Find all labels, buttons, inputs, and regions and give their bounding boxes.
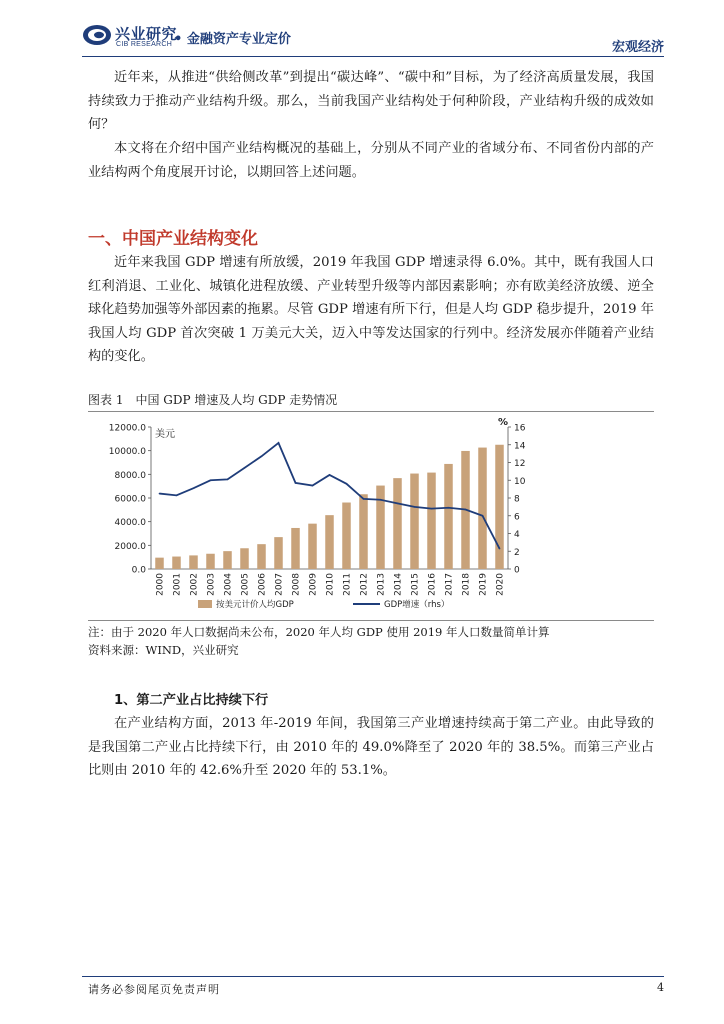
- x-tick-label: 2002: [189, 573, 200, 596]
- gdp-chart: [88, 414, 654, 619]
- x-tick-label: 2005: [240, 573, 251, 596]
- right-tick-label: 6: [514, 512, 520, 523]
- legend-line-label: GDP增速（rhs）: [384, 600, 450, 610]
- x-tick-label: 2010: [325, 573, 336, 596]
- bar: [223, 551, 232, 569]
- bar: [410, 474, 419, 569]
- cib-logo-icon: [82, 24, 112, 46]
- left-tick-label: 10000.0: [108, 447, 146, 458]
- intro-paragraph-1: 近年来，从推进“供给侧改革”到提出“碳达峰”、“碳中和”目标，为了经济高质量发展，我国持续致力于推动产业结构升级。那么，当前我国产业结构处于何种阶段，产业结构升级的成效如何？: [88, 70, 654, 132]
- gdp-growth-point: [176, 495, 178, 497]
- left-tick-label: 12000.0: [108, 423, 146, 434]
- section-heading: 一、中国产业结构变化: [88, 229, 258, 249]
- bar: [172, 557, 181, 569]
- gdp-growth-point: [363, 498, 365, 500]
- gdp-growth-point: [499, 548, 501, 550]
- gdp-growth-point: [414, 506, 416, 508]
- footer-divider: [82, 976, 664, 977]
- x-tick-label: 2016: [427, 573, 438, 596]
- gdp-growth-point: [346, 483, 348, 485]
- gdp-growth-point: [227, 479, 229, 481]
- gdp-growth-point: [465, 509, 467, 511]
- gdp-growth-point: [397, 503, 399, 505]
- gdp-growth-point: [244, 467, 246, 469]
- bar: [376, 486, 385, 569]
- bar: [444, 464, 453, 569]
- x-tick-label: 2004: [223, 573, 234, 596]
- x-tick-label: 2015: [410, 573, 421, 596]
- bar: [393, 478, 402, 569]
- figure-bottom-rule: [88, 620, 654, 621]
- brand-name-en: CIB RESEARCH: [116, 41, 173, 48]
- bar: [308, 524, 317, 569]
- right-tick-label: 4: [514, 530, 520, 540]
- page-header: [82, 22, 664, 54]
- section-label: 宏观经济: [611, 40, 664, 55]
- gdp-growth-point: [482, 515, 484, 517]
- header-tagline: • 金融资产专业定价: [174, 32, 291, 47]
- x-tick-label: 2009: [308, 573, 319, 596]
- legend-bar-swatch: [198, 600, 212, 608]
- subsection-heading: 1、第二产业占比持续下行: [114, 693, 269, 708]
- bar: [206, 554, 215, 569]
- x-tick-label: 2020: [495, 573, 506, 596]
- header-divider: [82, 56, 664, 57]
- gdp-growth-point: [278, 442, 280, 444]
- x-tick-label: 2018: [461, 573, 472, 596]
- section-paragraph: 近年来我国 GDP 增速有所放缓，2019 年我国 GDP 增速录得 6.0%。其中，既有我国人口红利消退、工业化、城镇化进程放缓、产业转型升级等内部因素影响；亦有欧美经济放缓、逆全球化趋势加强等外部因素的拖累。尽管 GDP 增速有所下行，但是人均 GDP 稳步提升，2019 年我国人均 GDP 首次突破 1 万美元大关，迈入中等发达国家的行列中。经济发展亦伴随着产业结构的变化。: [88, 255, 654, 364]
- left-tick-label: 2000.0: [114, 541, 146, 552]
- x-tick-label: 2014: [393, 573, 404, 596]
- bar: [478, 448, 487, 569]
- x-tick-label: 2011: [342, 573, 353, 596]
- gdp-growth-point: [295, 482, 297, 484]
- left-axis-unit: 美元: [155, 429, 175, 440]
- gdp-growth-point: [431, 508, 433, 510]
- right-tick-label: 8: [514, 494, 520, 505]
- right-tick-label: 12: [514, 459, 526, 469]
- page-number: 4: [657, 981, 664, 994]
- bar: [291, 528, 300, 569]
- x-tick-label: 2007: [274, 573, 285, 596]
- footer-disclaimer: 请务必参阅尾页免责声明: [88, 983, 220, 996]
- bar: [342, 503, 351, 569]
- brand-name: 兴业研究: [115, 25, 178, 43]
- bar: [274, 537, 283, 569]
- x-tick-label: 2017: [444, 573, 455, 596]
- legend-bar-label: 按美元计价人均GDP: [216, 600, 294, 610]
- gdp-growth-point: [312, 485, 314, 487]
- intro-paragraph-2: 本文将在介绍中国产业结构概况的基础上，分别从不同产业的省域分布、不同省份内部的产业结构两个角度展开讨论，以期回答上述问题。: [88, 141, 654, 180]
- x-tick-label: 2013: [376, 573, 387, 596]
- figure-caption: 图表 1 中国 GDP 增速及人均 GDP 走势情况: [88, 393, 338, 407]
- right-tick-label: 0: [514, 565, 520, 576]
- right-axis-unit: %: [498, 417, 509, 428]
- right-tick-label: 10: [514, 476, 526, 487]
- gdp-growth-point: [448, 507, 450, 509]
- x-tick-label: 2008: [291, 573, 302, 596]
- bar: [155, 558, 164, 569]
- bar: [495, 445, 504, 569]
- gdp-growth-point: [159, 493, 161, 495]
- x-tick-label: 2001: [172, 573, 183, 596]
- gdp-growth-point: [380, 499, 382, 501]
- right-tick-label: 14: [514, 441, 526, 452]
- left-tick-label: 4000.0: [114, 518, 146, 529]
- figure-note: 注：由于 2020 年人口数据尚未公布，2020 年人均 GDP 使用 2019 年人口数量简单计算: [88, 625, 550, 639]
- bar: [257, 544, 266, 569]
- right-tick-label: 16: [514, 423, 526, 434]
- bar: [189, 555, 198, 569]
- gdp-growth-point: [210, 479, 212, 481]
- figure-top-rule: [88, 411, 654, 412]
- left-tick-label: 8000.0: [114, 470, 146, 481]
- x-tick-label: 2012: [359, 573, 370, 596]
- gdp-growth-point: [329, 474, 331, 476]
- subsection-paragraph: 在产业结构方面，2013 年-2019 年间，我国第三产业增速持续高于第二产业。由此导致的是我国第二产业占比持续下行，由 2010 年的 49.0%降至了 2020 年的 38.5%。而第三产业占比则由 2010 年的 42.6%升至 2020 年的 53.1%。: [88, 716, 654, 778]
- gdp-growth-point: [261, 455, 263, 457]
- figure-source: 资料来源：WIND，兴业研究: [88, 643, 239, 657]
- left-tick-label: 0.0: [131, 565, 146, 576]
- bar: [325, 515, 334, 569]
- x-tick-label: 2019: [478, 573, 489, 596]
- bar: [240, 548, 249, 569]
- x-tick-label: 2003: [206, 573, 217, 596]
- x-tick-label: 2000: [155, 573, 166, 596]
- left-tick-label: 6000.0: [114, 494, 146, 505]
- right-tick-label: 2: [514, 547, 520, 558]
- x-tick-label: 2006: [257, 573, 268, 596]
- gdp-growth-point: [193, 487, 195, 489]
- bar: [427, 473, 436, 569]
- bar: [359, 494, 368, 569]
